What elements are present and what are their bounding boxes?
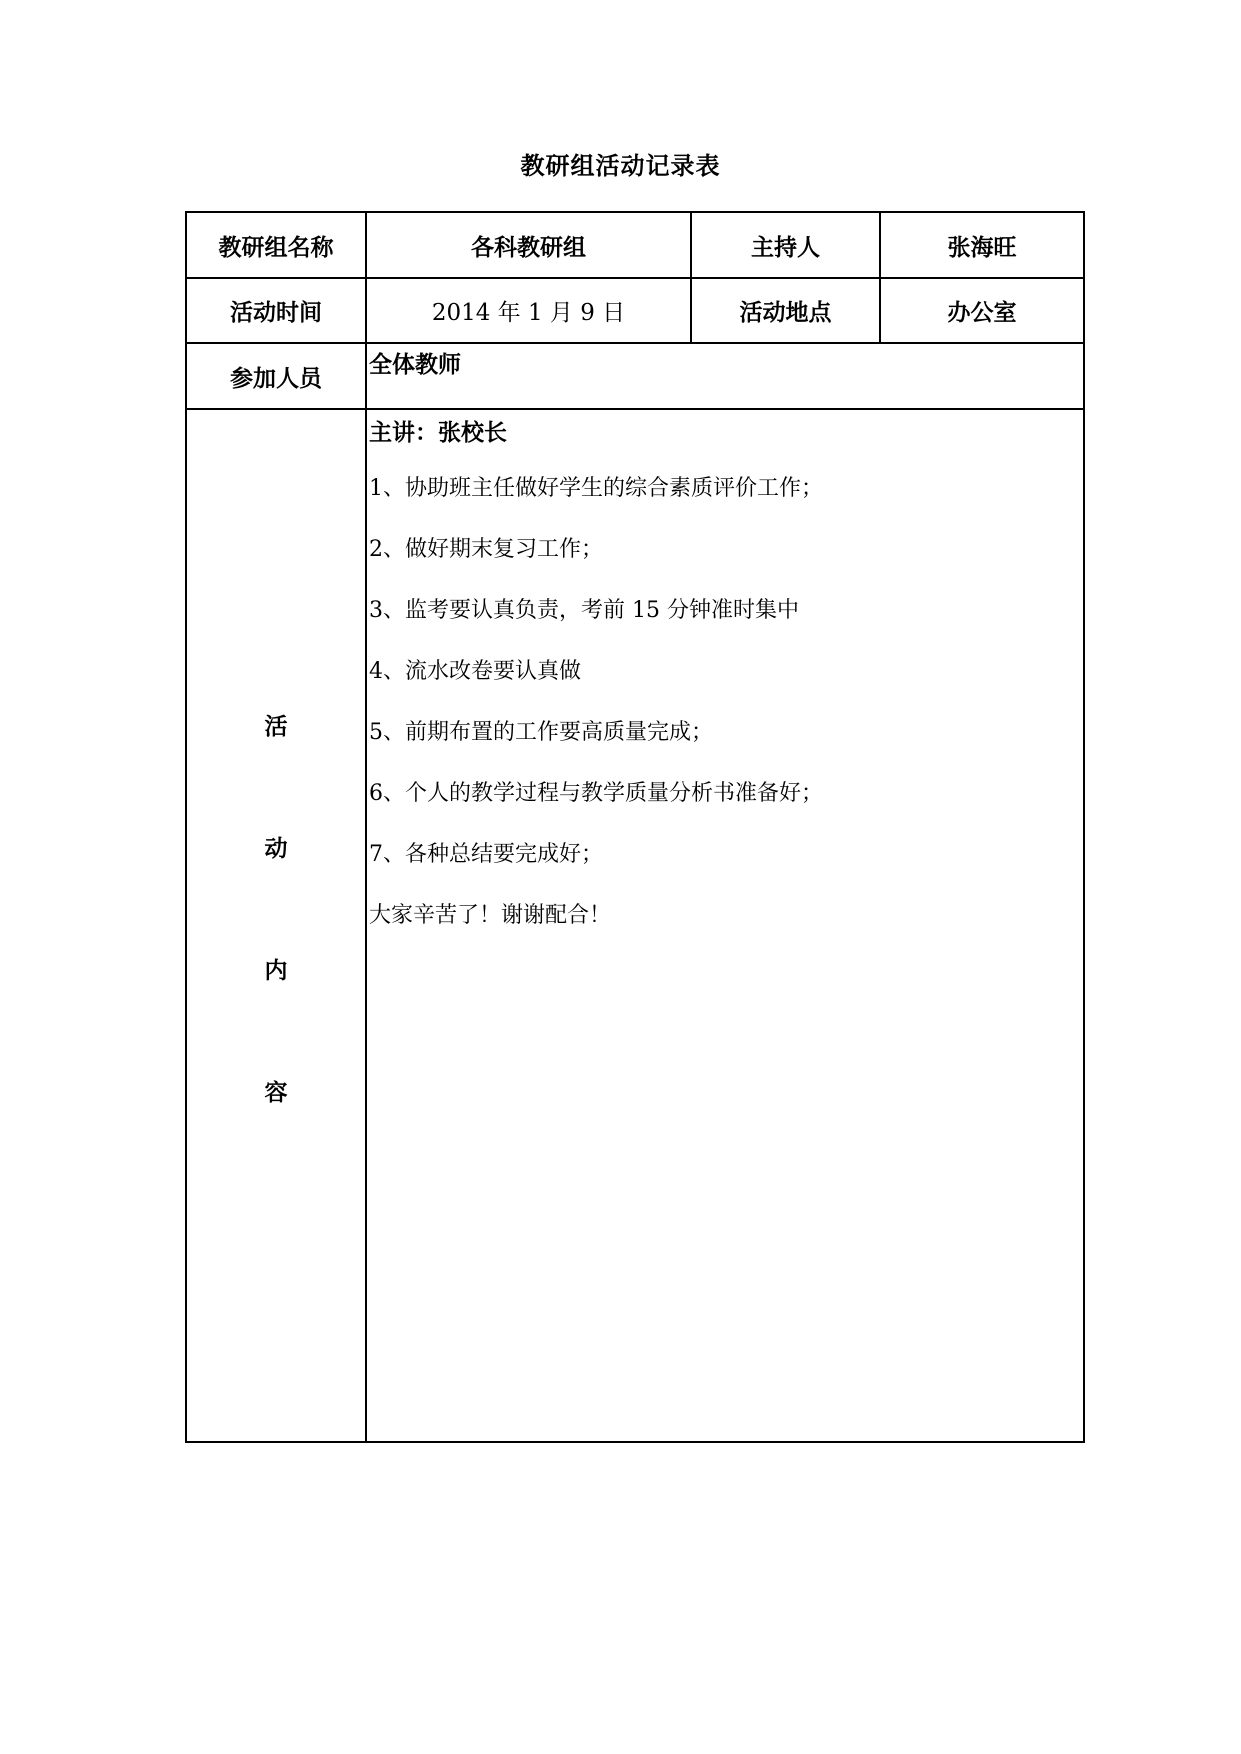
content-line: 7、各种总结要完成好； (369, 842, 603, 867)
group-name-value: 各科教研组 (366, 212, 691, 278)
table-row (186, 212, 1084, 278)
table-row (186, 409, 1084, 1442)
content-label-char: 动 (264, 836, 288, 862)
participants-value: 全体教师 (369, 352, 461, 378)
content-label-char: 内 (264, 958, 288, 984)
content-label-char: 活 (264, 714, 288, 740)
location-label: 活动地点 (691, 278, 880, 343)
content-line: 6、个人的教学过程与教学质量分析书准备好； (369, 781, 823, 806)
content-line: 大家辛苦了！谢谢配合！ (369, 903, 612, 928)
host-label: 主持人 (691, 212, 880, 278)
activity-content-cell (366, 409, 1084, 1442)
group-name-label: 教研组名称 (186, 212, 366, 278)
time-label: 活动时间 (186, 278, 366, 343)
content-line: 1、协助班主任做好学生的综合素质评价工作； (369, 476, 823, 501)
host-value: 张海旺 (880, 212, 1084, 278)
content-line: 4、流水改卷要认真做 (369, 659, 581, 684)
document-title: 教研组活动记录表 (520, 152, 721, 180)
participants-label: 参加人员 (186, 343, 366, 409)
time-value: 2014 年 1 月 9 日 (366, 278, 691, 343)
table-row (186, 278, 1084, 343)
content-line: 5、前期布置的工作要高质量完成； (369, 720, 713, 745)
content-label-char: 容 (264, 1080, 288, 1106)
table-row (186, 343, 1084, 409)
activity-content-label (186, 409, 366, 1442)
activity-record-table (185, 211, 1085, 1443)
speaker-line: 主讲：张校长 (369, 420, 507, 446)
location-value: 办公室 (880, 278, 1084, 343)
content-line: 2、做好期末复习工作； (369, 537, 603, 562)
content-line: 3、监考要认真负责，考前 15 分钟准时集中 (369, 598, 799, 623)
participants-cell (366, 343, 1084, 409)
